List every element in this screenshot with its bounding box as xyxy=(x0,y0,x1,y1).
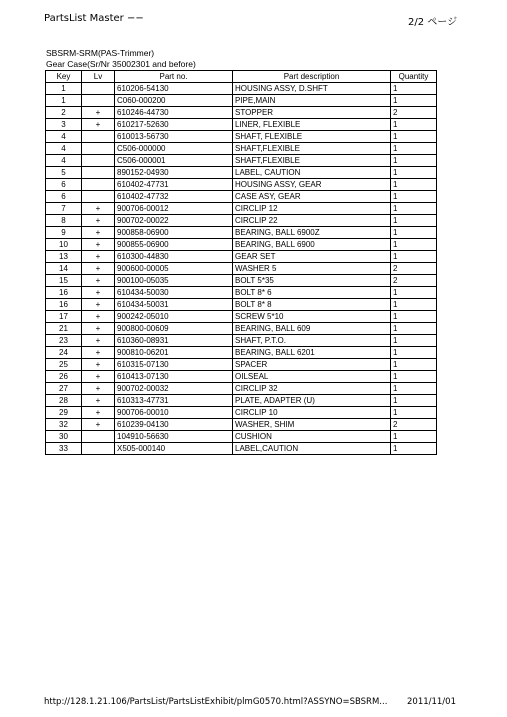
cell-part-no: 610402-47732 xyxy=(115,191,233,203)
cell-quantity: 1 xyxy=(391,203,437,215)
cell-quantity: 1 xyxy=(391,143,437,155)
table-row xyxy=(46,323,437,335)
cell-part-no: 900706-00010 xyxy=(115,407,233,419)
cell-lv: + xyxy=(82,227,115,239)
cell-part-description: STOPPER xyxy=(233,107,391,119)
cell-quantity: 2 xyxy=(391,275,437,287)
cell-part-no: 610300-44830 xyxy=(115,251,233,263)
table-row xyxy=(46,131,437,143)
cell-key: 29 xyxy=(46,407,82,419)
table-row xyxy=(46,119,437,131)
column-header-key: Key xyxy=(46,71,82,83)
table-row xyxy=(46,359,437,371)
cell-key: 33 xyxy=(46,443,82,455)
table-row xyxy=(46,203,437,215)
cell-part-no: 610013-56730 xyxy=(115,131,233,143)
cell-part-description: BEARING, BALL 609 xyxy=(233,323,391,335)
table-row xyxy=(46,143,437,155)
cell-quantity: 1 xyxy=(391,443,437,455)
cell-part-no: 610315-07130 xyxy=(115,359,233,371)
cell-quantity: 1 xyxy=(391,395,437,407)
cell-key: 13 xyxy=(46,251,82,263)
cell-quantity: 1 xyxy=(391,407,437,419)
cell-part-no: C506-000000 xyxy=(115,143,233,155)
cell-part-no: 900810-06201 xyxy=(115,347,233,359)
cell-key: 8 xyxy=(46,215,82,227)
section-subtitle: Gear Case(Sr/Nr 35002301 and before) xyxy=(46,59,196,69)
table-row xyxy=(46,371,437,383)
cell-lv: + xyxy=(82,275,115,287)
cell-quantity: 1 xyxy=(391,347,437,359)
table-row xyxy=(46,431,437,443)
table-header-row xyxy=(46,71,437,83)
cell-part-description: SPACER xyxy=(233,359,391,371)
cell-part-description: HOUSING ASSY, GEAR xyxy=(233,179,391,191)
cell-key: 28 xyxy=(46,395,82,407)
cell-part-description: SHAFT,FLEXIBLE xyxy=(233,143,391,155)
cell-lv: + xyxy=(82,383,115,395)
table-row xyxy=(46,239,437,251)
cell-part-description: SHAFT, FLEXIBLE xyxy=(233,131,391,143)
cell-key: 1 xyxy=(46,83,82,95)
cell-part-no: 610206-54130 xyxy=(115,83,233,95)
parts-table xyxy=(45,70,437,455)
table-row xyxy=(46,179,437,191)
cell-quantity: 1 xyxy=(391,95,437,107)
cell-lv xyxy=(82,431,115,443)
cell-lv: + xyxy=(82,347,115,359)
table-row xyxy=(46,107,437,119)
cell-part-description: WASHER 5 xyxy=(233,263,391,275)
cell-key: 4 xyxy=(46,131,82,143)
column-header-part-description: Part description xyxy=(233,71,391,83)
cell-lv: + xyxy=(82,311,115,323)
table-row xyxy=(46,311,437,323)
cell-part-description: BOLT 8* 6 xyxy=(233,287,391,299)
cell-key: 15 xyxy=(46,275,82,287)
cell-part-description: WASHER, SHIM xyxy=(233,419,391,431)
cell-key: 9 xyxy=(46,227,82,239)
cell-lv: + xyxy=(82,395,115,407)
cell-key: 27 xyxy=(46,383,82,395)
cell-key: 32 xyxy=(46,419,82,431)
cell-part-no: 900100-05035 xyxy=(115,275,233,287)
cell-key: 26 xyxy=(46,371,82,383)
cell-lv xyxy=(82,131,115,143)
cell-part-description: CIRCLIP 12 xyxy=(233,203,391,215)
cell-part-no: 900706-00012 xyxy=(115,203,233,215)
cell-key: 4 xyxy=(46,143,82,155)
cell-part-description: GEAR SET xyxy=(233,251,391,263)
cell-lv: + xyxy=(82,323,115,335)
cell-part-description: LABEL,CAUTION xyxy=(233,443,391,455)
cell-part-description: PIPE,MAIN xyxy=(233,95,391,107)
cell-part-no: 900242-05010 xyxy=(115,311,233,323)
cell-lv: + xyxy=(82,239,115,251)
cell-quantity: 2 xyxy=(391,107,437,119)
cell-part-no: 890152-04930 xyxy=(115,167,233,179)
model-subtitle: SBSRM-SRM(PAS-Trimmer) xyxy=(46,48,155,58)
cell-part-no: 900800-00609 xyxy=(115,323,233,335)
cell-quantity: 2 xyxy=(391,263,437,275)
cell-key: 4 xyxy=(46,155,82,167)
cell-lv: + xyxy=(82,419,115,431)
cell-lv xyxy=(82,83,115,95)
cell-quantity: 2 xyxy=(391,419,437,431)
cell-part-no: 900702-00032 xyxy=(115,383,233,395)
cell-lv xyxy=(82,143,115,155)
cell-key: 10 xyxy=(46,239,82,251)
cell-quantity: 1 xyxy=(391,311,437,323)
cell-part-description: CIRCLIP 32 xyxy=(233,383,391,395)
cell-lv xyxy=(82,167,115,179)
cell-part-no: 610413-07130 xyxy=(115,371,233,383)
cell-part-description: CASE ASY, GEAR xyxy=(233,191,391,203)
cell-part-description: SHAFT,FLEXIBLE xyxy=(233,155,391,167)
table-row xyxy=(46,95,437,107)
cell-quantity: 1 xyxy=(391,383,437,395)
cell-quantity: 1 xyxy=(391,191,437,203)
cell-lv: + xyxy=(82,359,115,371)
cell-quantity: 1 xyxy=(391,251,437,263)
cell-quantity: 1 xyxy=(391,335,437,347)
table-row xyxy=(46,227,437,239)
cell-quantity: 1 xyxy=(391,167,437,179)
cell-part-description: PLATE, ADAPTER (U) xyxy=(233,395,391,407)
cell-part-description: SHAFT, P.T.O. xyxy=(233,335,391,347)
cell-key: 3 xyxy=(46,119,82,131)
cell-key: 14 xyxy=(46,263,82,275)
column-header-lv: Lv xyxy=(82,71,115,83)
cell-key: 6 xyxy=(46,179,82,191)
cell-quantity: 1 xyxy=(391,155,437,167)
table-row xyxy=(46,395,437,407)
table-row xyxy=(46,155,437,167)
cell-key: 6 xyxy=(46,191,82,203)
cell-lv xyxy=(82,155,115,167)
cell-lv: + xyxy=(82,287,115,299)
cell-part-description: CIRCLIP 22 xyxy=(233,215,391,227)
cell-part-no: 900855-06900 xyxy=(115,239,233,251)
print-header-title: PartsList Master −− xyxy=(44,13,144,24)
cell-key: 25 xyxy=(46,359,82,371)
cell-quantity: 1 xyxy=(391,299,437,311)
cell-part-description: BEARING, BALL 6201 xyxy=(233,347,391,359)
cell-key: 30 xyxy=(46,431,82,443)
cell-lv: + xyxy=(82,251,115,263)
cell-part-description: CUSHION xyxy=(233,431,391,443)
column-header-part-no: Part no. xyxy=(115,71,233,83)
table-row xyxy=(46,275,437,287)
parts-table-body xyxy=(46,83,437,455)
cell-key: 7 xyxy=(46,203,82,215)
cell-part-no: 104910-56630 xyxy=(115,431,233,443)
cell-part-no: 610402-47731 xyxy=(115,179,233,191)
table-row xyxy=(46,299,437,311)
cell-quantity: 1 xyxy=(391,215,437,227)
cell-part-no: 900858-06900 xyxy=(115,227,233,239)
cell-part-description: OILSEAL xyxy=(233,371,391,383)
cell-part-no: 610360-08931 xyxy=(115,335,233,347)
table-row xyxy=(46,191,437,203)
cell-part-description: BEARING, BALL 6900 xyxy=(233,239,391,251)
cell-quantity: 1 xyxy=(391,431,437,443)
print-header-page-number: 2/2 ページ xyxy=(408,17,458,28)
table-row xyxy=(46,287,437,299)
table-row xyxy=(46,83,437,95)
cell-lv: + xyxy=(82,371,115,383)
cell-part-description: BEARING, BALL 6900Z xyxy=(233,227,391,239)
cell-key: 1 xyxy=(46,95,82,107)
cell-part-no: 610434-50030 xyxy=(115,287,233,299)
cell-lv: + xyxy=(82,263,115,275)
cell-part-no: C506-000001 xyxy=(115,155,233,167)
cell-lv xyxy=(82,191,115,203)
cell-part-no: 610246-44730 xyxy=(115,107,233,119)
cell-part-no: 610217-52630 xyxy=(115,119,233,131)
cell-key: 5 xyxy=(46,167,82,179)
cell-part-description: HOUSING ASSY, D.SHFT xyxy=(233,83,391,95)
cell-part-no: 610239-04130 xyxy=(115,419,233,431)
cell-lv: + xyxy=(82,407,115,419)
cell-lv: + xyxy=(82,107,115,119)
table-row xyxy=(46,251,437,263)
cell-quantity: 1 xyxy=(391,131,437,143)
print-footer-url: http://128.1.21.106/PartsList/PartsListExhibit/plmG0570.html?ASSYNO=SBSRM... xyxy=(44,697,388,707)
cell-part-no: 900702-00022 xyxy=(115,215,233,227)
cell-part-description: BOLT 8* 8 xyxy=(233,299,391,311)
cell-lv: + xyxy=(82,203,115,215)
cell-quantity: 1 xyxy=(391,83,437,95)
cell-part-no: 900600-00005 xyxy=(115,263,233,275)
table-row xyxy=(46,335,437,347)
cell-part-no: X505-000140 xyxy=(115,443,233,455)
cell-key: 24 xyxy=(46,347,82,359)
table-row xyxy=(46,263,437,275)
table-row xyxy=(46,407,437,419)
cell-key: 16 xyxy=(46,299,82,311)
cell-part-no: 610434-50031 xyxy=(115,299,233,311)
column-header-quantity: Quantity xyxy=(391,71,437,83)
cell-key: 21 xyxy=(46,323,82,335)
cell-quantity: 1 xyxy=(391,371,437,383)
cell-key: 17 xyxy=(46,311,82,323)
cell-lv: + xyxy=(82,299,115,311)
cell-part-no: 610313-47731 xyxy=(115,395,233,407)
cell-lv xyxy=(82,179,115,191)
cell-lv xyxy=(82,443,115,455)
cell-lv: + xyxy=(82,215,115,227)
print-footer-date: 2011/11/01 xyxy=(407,697,456,707)
cell-part-no: C060-000200 xyxy=(115,95,233,107)
cell-quantity: 1 xyxy=(391,119,437,131)
table-row xyxy=(46,167,437,179)
cell-quantity: 1 xyxy=(391,179,437,191)
cell-quantity: 1 xyxy=(391,287,437,299)
table-row xyxy=(46,383,437,395)
cell-quantity: 1 xyxy=(391,323,437,335)
cell-part-description: SCREW 5*10 xyxy=(233,311,391,323)
cell-lv xyxy=(82,95,115,107)
cell-part-description: BOLT 5*35 xyxy=(233,275,391,287)
cell-key: 2 xyxy=(46,107,82,119)
cell-key: 23 xyxy=(46,335,82,347)
cell-lv: + xyxy=(82,119,115,131)
table-row xyxy=(46,419,437,431)
cell-quantity: 1 xyxy=(391,227,437,239)
cell-quantity: 1 xyxy=(391,359,437,371)
cell-quantity: 1 xyxy=(391,239,437,251)
table-row xyxy=(46,347,437,359)
cell-key: 16 xyxy=(46,287,82,299)
cell-lv: + xyxy=(82,335,115,347)
cell-part-description: LABEL, CAUTION xyxy=(233,167,391,179)
cell-part-description: LINER, FLEXIBLE xyxy=(233,119,391,131)
cell-part-description: CIRCLIP 10 xyxy=(233,407,391,419)
table-row xyxy=(46,215,437,227)
table-row xyxy=(46,443,437,455)
